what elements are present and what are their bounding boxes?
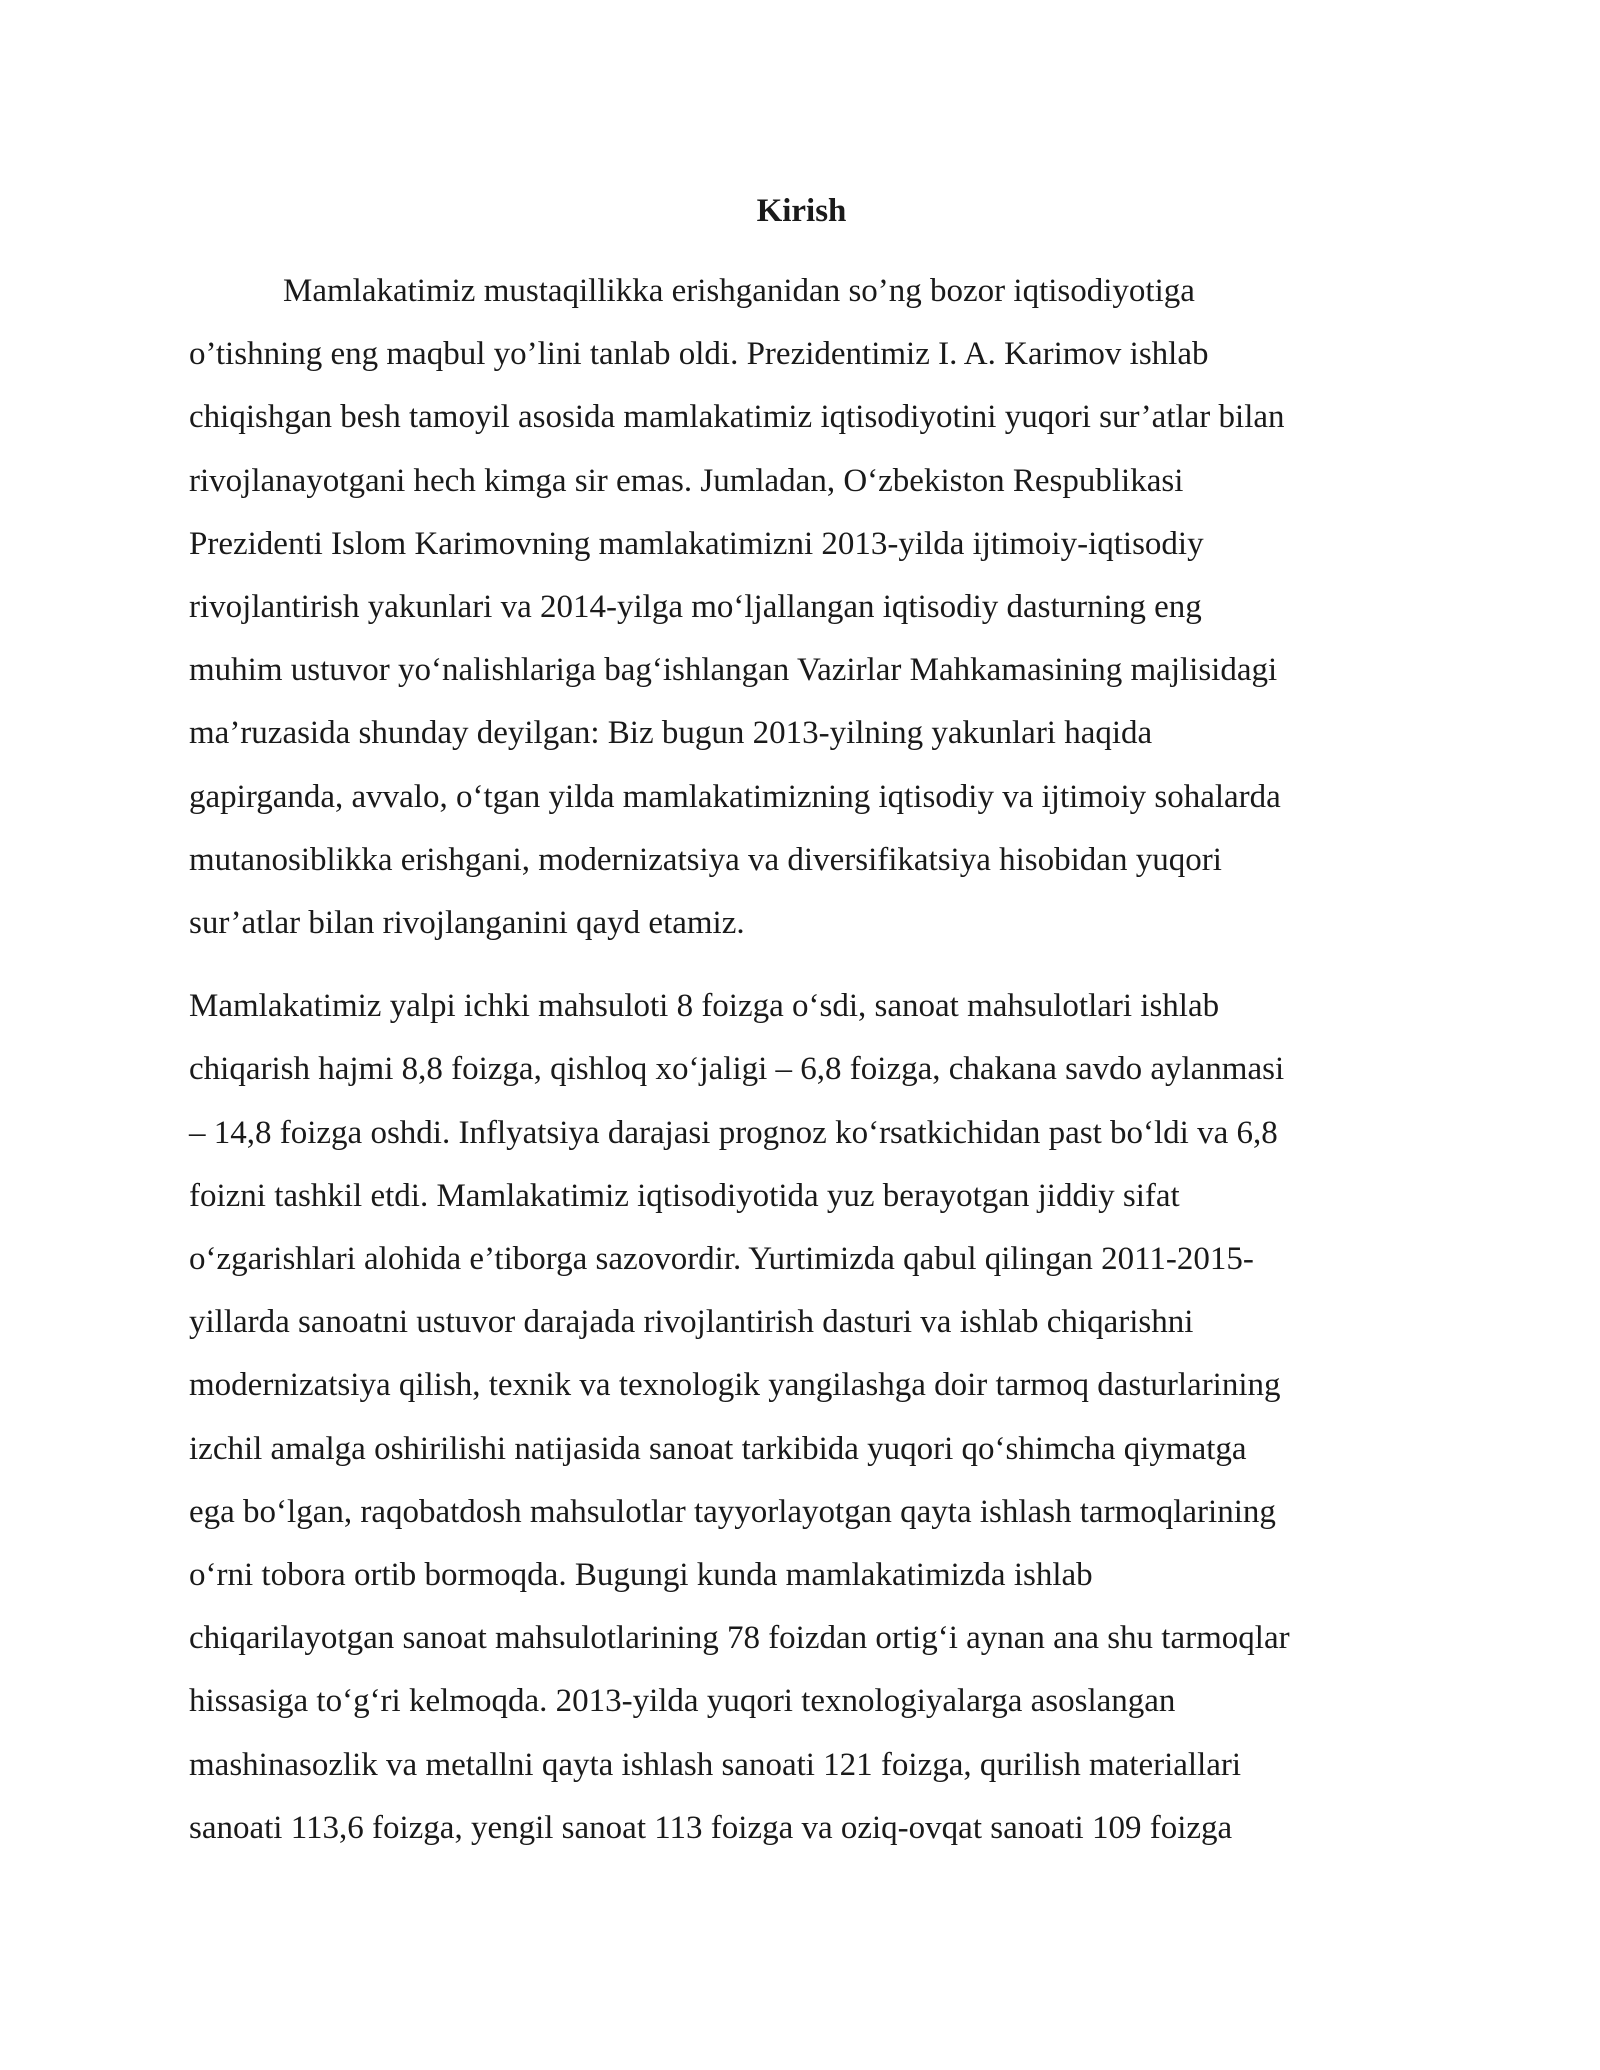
- text-line: o’tishning eng maqbul yo’lini tanlab oldi. Prezidentimiz I. A. Karimov ishlab: [189, 336, 1209, 373]
- paragraph-2: [189, 975, 1414, 1860]
- text-line: ma’ruzasida shunday deyilgan: Biz bugun 2013-yilning yakunlari haqida: [189, 715, 1153, 752]
- text-line: chiqarish hajmi 8,8 foizga, qishloq xo‘jaligi – 6,8 foizga, chakana savdo aylanmasi: [189, 1051, 1285, 1088]
- paragraph-1: [189, 260, 1414, 955]
- text-line: yillarda sanoatni ustuvor darajada rivojlantirish dasturi va ishlab chiqarishni: [189, 1304, 1194, 1341]
- text-line: – 14,8 foizga oshdi. Inflyatsiya darajasi prognoz ko‘rsatkichidan past bo‘ldi va 6,8: [189, 1114, 1278, 1151]
- text-line: Mamlakatimiz mustaqillikka erishganidan so’ng bozor iqtisodiyotiga: [283, 273, 1195, 309]
- page-title: Kirish: [756, 193, 847, 229]
- text-line: muhim ustuvor yo‘nalishlariga bag‘ishlangan Vazirlar Mahkamasining majlisidagi: [189, 652, 1278, 689]
- text-line: hissasiga to‘g‘ri kelmoqda. 2013-yilda yuqori texnologiyalarga asoslangan: [189, 1683, 1176, 1720]
- text-line: rivojlanayotgani hech kimga sir emas. Jumladan, O‘zbekiston Respublikasi: [189, 462, 1184, 499]
- text-line: mutanosiblikka erishgani, modernizatsiya va diversifikatsiya hisobidan yuqori: [189, 841, 1222, 878]
- text-line: sanoati 113,6 foizga, yengil sanoat 113 foizga va oziq-ovqat sanoati 109 foizga: [189, 1809, 1233, 1846]
- text-line: gapirganda, avvalo, o‘tgan yilda mamlakatimizning iqtisodiy va ijtimoiy sohalarda: [189, 778, 1281, 815]
- text-line: ega bo‘lgan, raqobatdosh mahsulotlar tayyorlayotgan qayta ishlash tarmoqlarining: [189, 1493, 1276, 1530]
- text-line: mashinasozlik va metallni qayta ishlash sanoati 121 foizga, qurilish materiallari: [189, 1746, 1242, 1783]
- text-line: o‘zgarishlari alohida e’tiborga sazovordir. Yurtimizda qabul qilingan 2011-2015-: [189, 1241, 1254, 1278]
- text-line: sur’atlar bilan rivojlanganini qayd etamiz.: [189, 905, 745, 942]
- text-line: foizni tashkil etdi. Mamlakatimiz iqtisodiyotida yuz berayotgan jiddiy sifat: [189, 1177, 1180, 1214]
- text-line: chiqishgan besh tamoyil asosida mamlakatimiz iqtisodiyotini yuqori sur’atlar bilan: [189, 399, 1285, 436]
- text-line: o‘rni tobora ortib bormoqda. Bugungi kunda mamlakatimizda ishlab: [189, 1557, 1093, 1594]
- text-line: Prezidenti Islom Karimovning mamlakatimizni 2013-yilda ijtimoiy-iqtisodiy: [189, 525, 1204, 562]
- text-line: rivojlantirish yakunlari va 2014-yilga mo‘ljallangan iqtisodiy dasturning eng: [189, 589, 1202, 626]
- text-line: Mamlakatimiz yalpi ichki mahsuloti 8 foizga o‘sdi, sanoat mahsulotlari ishlab: [189, 988, 1220, 1025]
- text-line: chiqarilayotgan sanoat mahsulotlarining 78 foizdan ortig‘i aynan ana shu tarmoqlar: [189, 1620, 1290, 1657]
- text-line: izchil amalga oshirilishi natijasida sanoat tarkibida yuqori qo‘shimcha qiymatga: [189, 1430, 1247, 1467]
- document-body: [189, 180, 1414, 1860]
- text-line: modernizatsiya qilish, texnik va texnologik yangilashga doir tarmoq dasturlarining: [189, 1367, 1281, 1404]
